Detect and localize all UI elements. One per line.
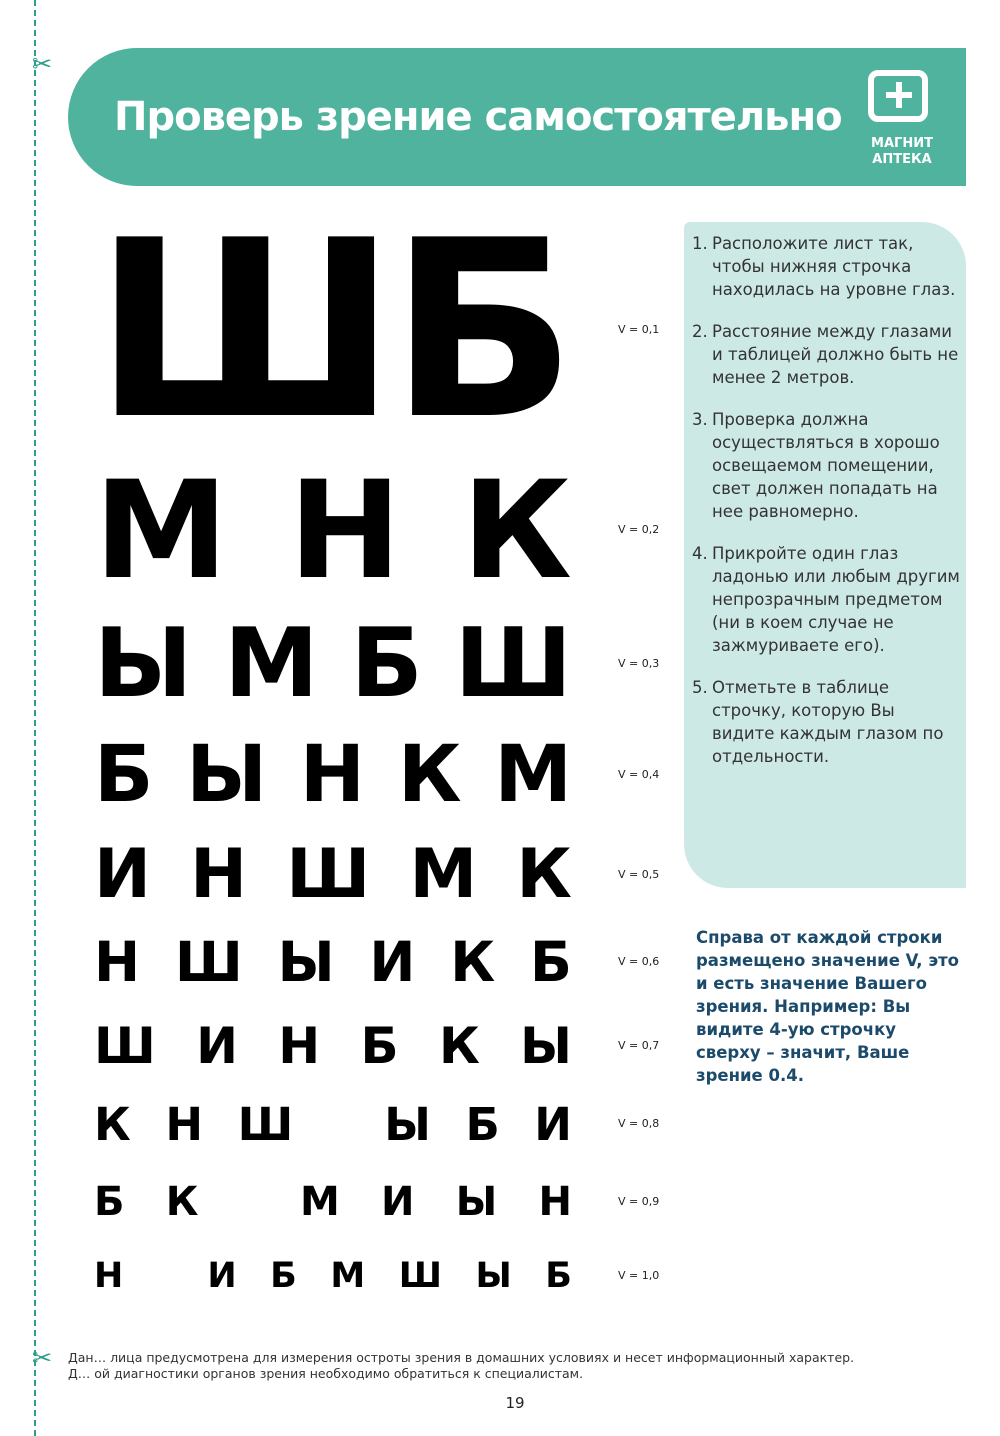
chart-letter: И [534,1097,572,1151]
acuity-value-label: V = 0,8 [618,1117,660,1130]
instruction-item: 1. Расположите лист так, чтобы нижняя строчка находилась на уровне глаз. [692,232,962,301]
acuity-value-label: V = 0,1 [618,323,660,336]
chart-letter: Н [288,451,402,609]
chart-letter: К [165,1179,199,1225]
chart-row [94,451,572,609]
acuity-value-label: V = 1,0 [618,1269,660,1282]
chart-letter: Б [360,1017,399,1075]
chart-letter: Б [94,730,154,820]
chart-letter: Ы [520,1017,572,1075]
instruction-text: Расположите лист так, чтобы нижняя строчка находилась на уровне глаз. [712,234,956,299]
chart-letter: И [381,1179,415,1225]
chart-letter: Ш [174,929,243,994]
instruction-text: Прикройте один глаз ладонью или любым другим непрозрачным предметом (ни в коем случае не зажмуриваете его). [712,544,960,655]
chart-row [94,1017,572,1075]
chart-letter: Ы [186,730,268,820]
chart-letter: Н [299,730,366,820]
chart-letter: Н [538,1179,572,1225]
brand-logo-text [862,136,942,168]
instruction-text: Проверка должна осуществляться в хорошо освещаемом помещении, свет должен попадать на нее равномерно. [712,410,940,521]
chart-letter: М [94,451,229,609]
acuity-value-label: V = 0,6 [618,955,660,968]
chart-letter: Ы [277,929,335,994]
acuity-value-label: V = 0,5 [618,868,660,881]
chart-letter: Ш [454,608,572,719]
chart-letter: И [196,1017,238,1075]
chart-row [94,1255,572,1296]
chart-letter: Н [94,929,141,994]
chart-letter: Ш [286,835,371,914]
chart-letter: М [299,1179,340,1225]
chart-letter: К [461,451,572,609]
chart-letter: К [438,1017,480,1075]
chart-letter: М [224,608,319,719]
disclaimer-line: Дан… лица предусмотрена для измерения остроты зрения в домашних условиях и несет информационный характер. [68,1350,855,1365]
chart-letter: Б [465,1097,500,1151]
chart-letter: Н [278,1017,321,1075]
disclaimer [68,1350,968,1382]
chart-row [94,1179,572,1225]
chart-letter: И [369,929,416,994]
chart-row [94,730,572,820]
chart-letter: М [494,730,572,820]
instruction-item: 3. Проверка должна осуществляться в хорошо освещаемом помещении, свет должен попадать на нее равномерно. [692,408,962,523]
chart-row [94,835,572,914]
disclaimer-line: Д… ой диагностики органов зрения необходимо обратиться к специалистам. [68,1366,584,1381]
instruction-item: 4. Прикройте один глаз ладонью или любым другим непрозрачным предметом (ни в коем случае не зажмуриваете его). [692,542,962,657]
chart-letter: Ы [94,608,193,719]
chart-letter: Н [94,1255,124,1296]
chart-letter: М [330,1255,366,1296]
acuity-value-label: V = 0,3 [618,657,660,670]
instructions-panel [684,222,966,888]
chart-letter: Б [270,1255,297,1296]
chart-letter: Ы [475,1255,512,1296]
chart-letter: И [207,1255,237,1296]
chart-letter: Б [350,608,423,719]
chart-letter: К [516,835,572,914]
instruction-item: 2. Расстояние между глазами и таблицей должно быть не менее 2 метров. [692,320,962,389]
chart-letter: И [94,835,151,914]
chart-row [94,1097,572,1151]
instruction-item: 5. Отметьте в таблице строчку, которую Вы видите каждым глазом по отдельности. [692,676,962,768]
chart-letter: Б [389,187,577,473]
brand-name-line2: АПТЕКА [872,152,932,167]
chart-row [94,929,572,994]
scissors-icon: ✂ [32,1344,53,1372]
page-number: 19 [505,1394,525,1412]
acuity-value-label: V = 0,9 [618,1195,660,1208]
header-banner [68,48,966,186]
instruction-text: Отметьте в таблице строчку, которую Вы видите каждым глазом по отдельности. [712,678,944,766]
chart-letter: Б [530,929,572,994]
result-note: Справа от каждой строки размещено значение V, это и есть значение Вашего зрения. Например: Вы видите 4-ую строчку сверху – значит, Ваше зрение 0.4. [696,928,959,1085]
chart-letter: М [409,835,478,914]
chart-letter: Ш [94,187,397,473]
chart-letter: Н [165,1097,204,1151]
chart-letter: Ш [398,1255,442,1296]
scissors-icon: ✂ [32,50,53,78]
chart-letter: Б [94,1179,125,1225]
chart-letter: Ы [384,1097,431,1151]
chart-row [94,187,577,473]
page-title: Проверь зрение самостоятельно [114,94,842,140]
brand-name-line1: МАГНИТ [871,136,933,151]
chart-row [94,608,572,719]
chart-letter: Ш [237,1097,294,1151]
instruction-text: Расстояние между глазами и таблицей должно быть не менее 2 метров. [712,322,959,387]
acuity-value-label: V = 0,4 [618,768,660,781]
chart-letter: К [397,730,462,820]
chart-letter: К [94,1097,131,1151]
acuity-value-label: V = 0,7 [618,1039,660,1052]
pharmacy-plus-logo-icon [868,70,928,122]
chart-letter: Н [190,835,248,914]
cut-line [34,0,36,1436]
chart-letter: Ш [94,1017,156,1075]
acuity-value-label: V = 0,2 [618,523,660,536]
instructions-list [692,232,962,787]
chart-letter: Ы [455,1179,498,1225]
chart-letter: К [450,929,496,994]
chart-letter: Б [545,1255,572,1296]
